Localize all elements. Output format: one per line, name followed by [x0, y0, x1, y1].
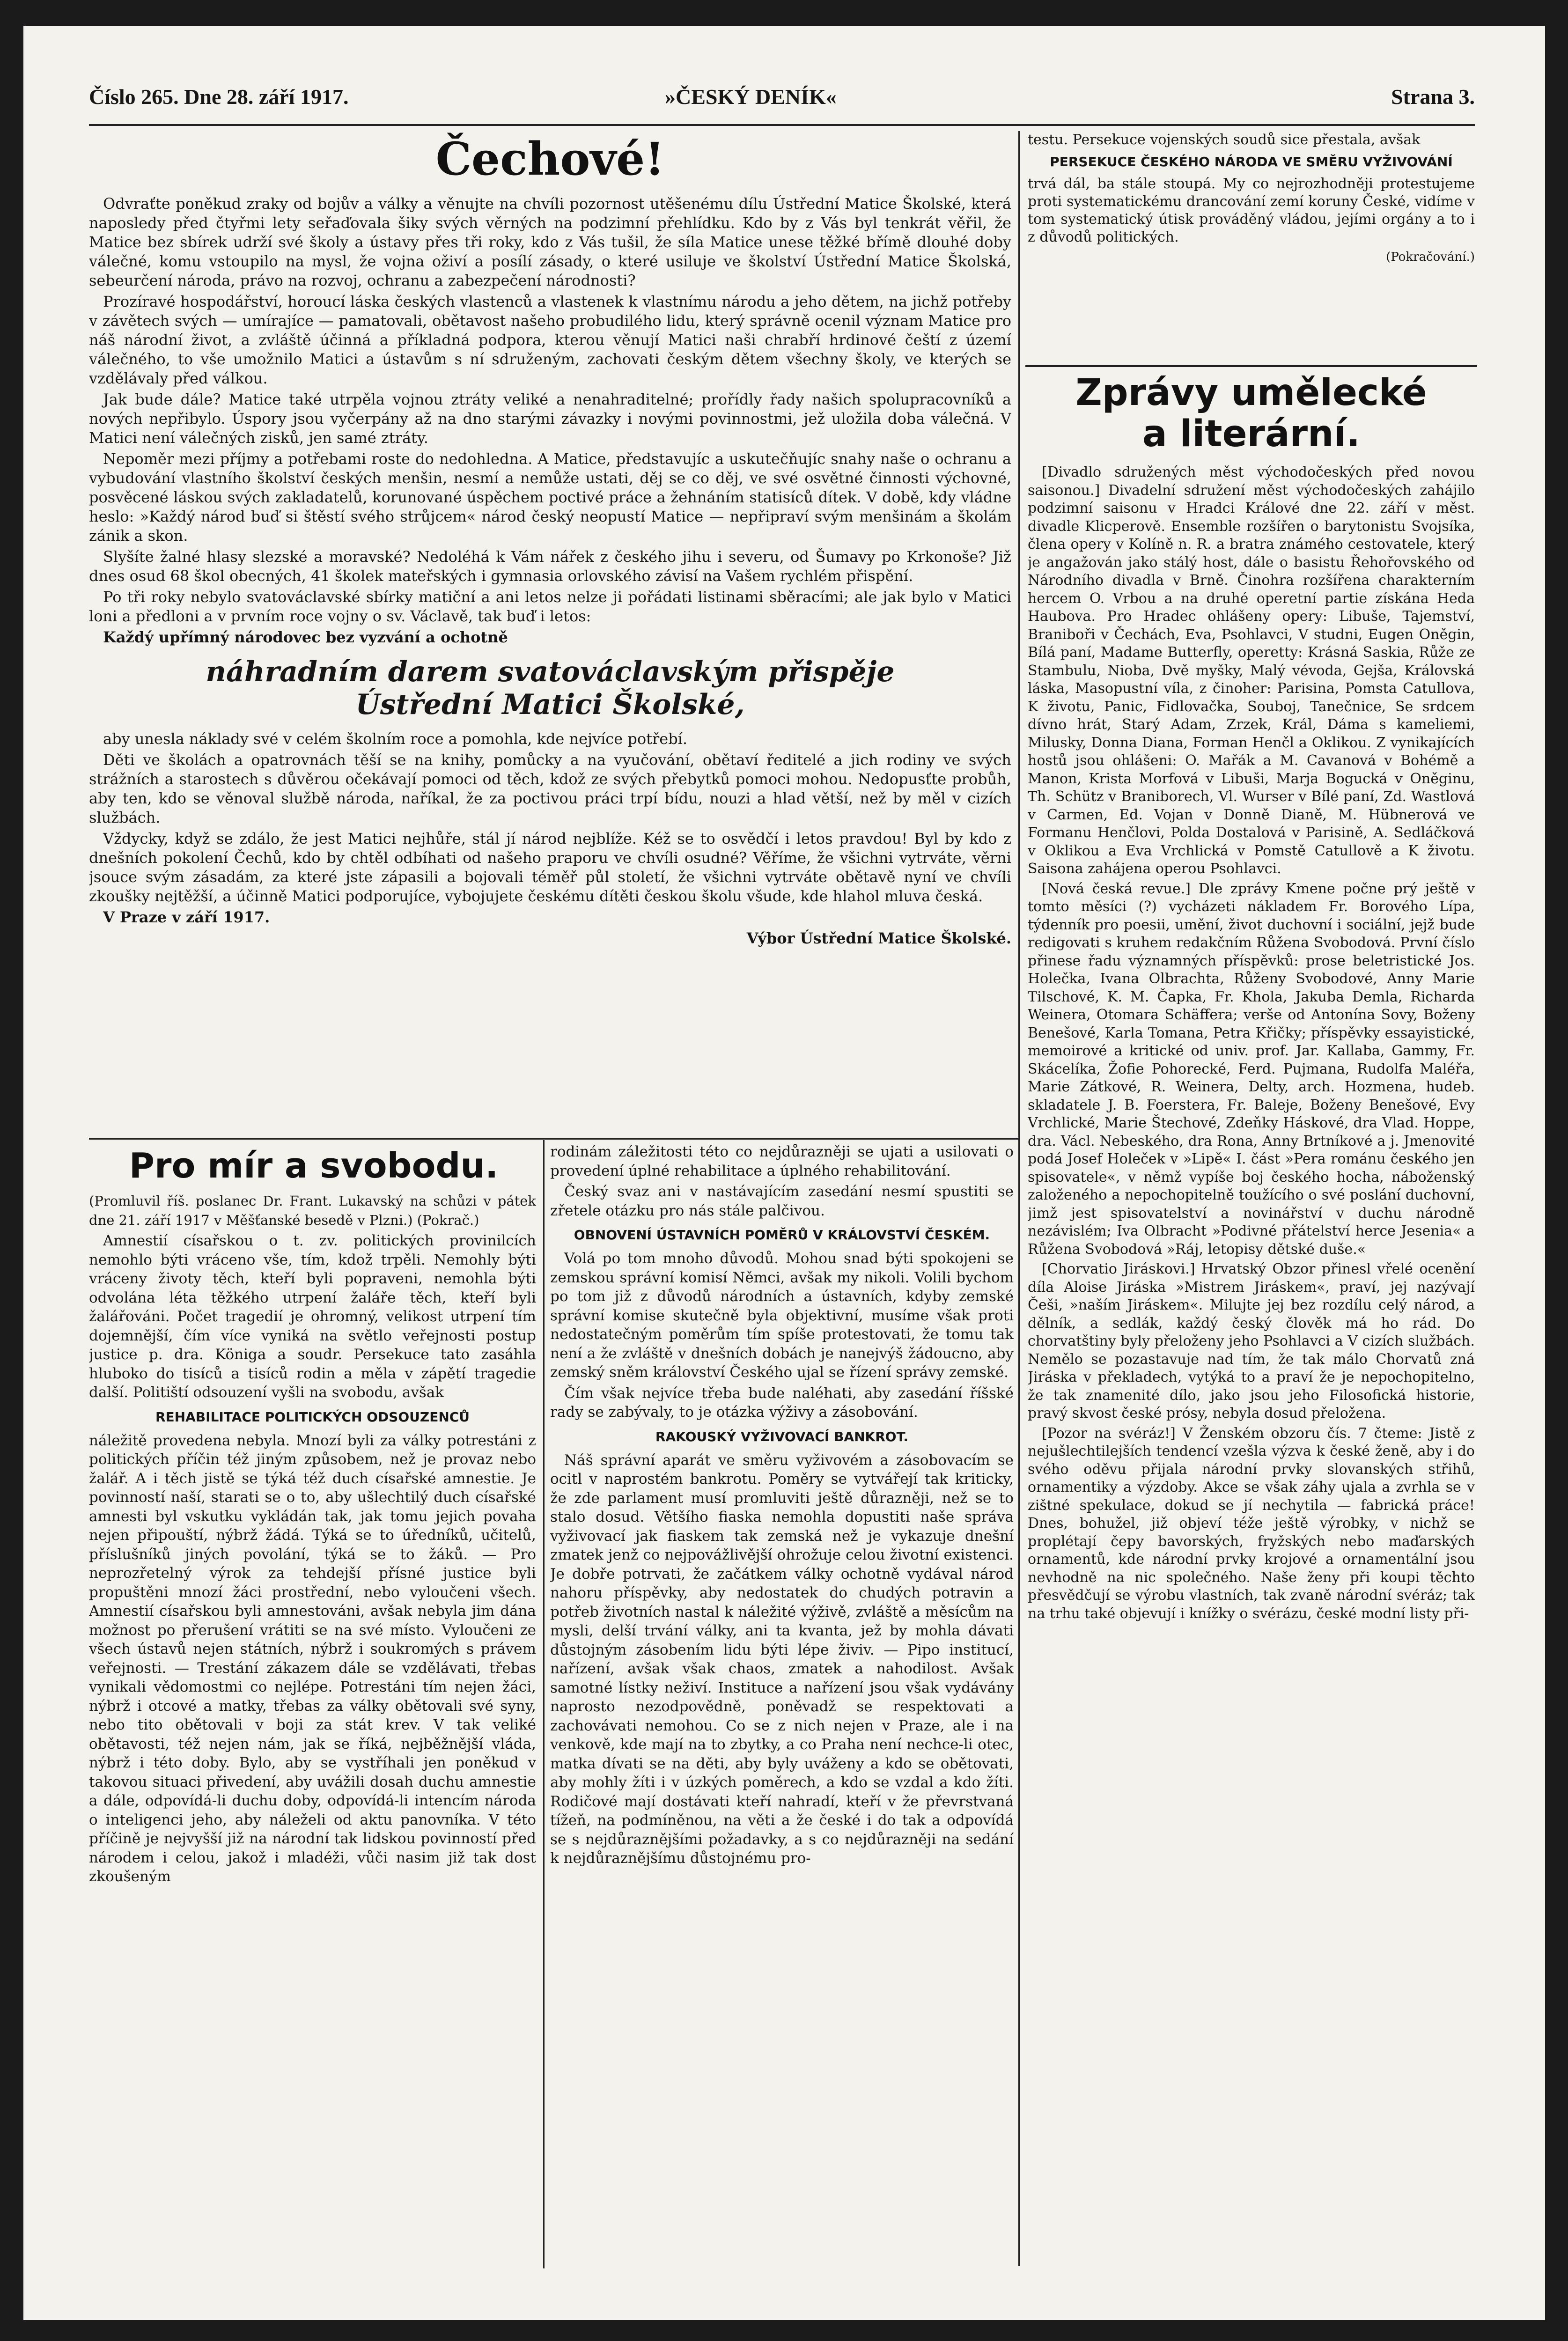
newspaper-name: »ČESKÝ DENÍK«	[665, 85, 837, 109]
main-article-paragraph: Slyšíte žalné hlasy slezské a moravské? Nedoléhá k Vám nářek z českého jihu i severu, od Šumavy po Krkonoše? Již dnes osud 68 škol obecných, 41 školek mateřských i gymnasia orlovského závisí na Vašem rychlém přispění.	[89, 548, 1011, 585]
middle-subhead: RAKOUSKÝ VYŽIVOVACÍ BANKROT.	[655, 1428, 909, 1444]
main-article-body	[89, 194, 1011, 1131]
arts-news-title	[1025, 372, 1477, 455]
peace-article-title: Pro mír a svobodu.	[129, 1146, 499, 1186]
arts-news-item: [Pozor na svéráz!] V Ženském obzoru čís. 7 čteme: Jistě z nejušlechtilejších tendencí vzešla výzva k české ženě, aby i do svého oděvu přijala národní prvky slovanských střihů, ornamentiky a výzdoby. Akce se však záhy ujala a zvrhla se v zištné spekulace, dokud se jí nechytila — fabrická práce! Dnes, bohužel, již objeví téže ještě výrobky, v nichž se proplétají čepy bavorských, fryžských nebo maďarských ornamentů, kde národní prvky krojové a ornamentální jsou nevhodně na nic společného. Naše ženy při koupi těchto přesvědčují se výrobu vlastních, tak zvaně národní svéráz; tak na trhu také objevují i knížky o svérázu, české modní listy při-	[1028, 1425, 1475, 1622]
peace-article-body	[89, 1192, 536, 2268]
middle-paragraph: Čím však nejvíce třeba bude naléhati, aby zasedání říšské rady se zabývaly, to je otázka výživy a zásobování.	[550, 1384, 1014, 1421]
right-top-paragraph: trvá dál, ba stále stoupá. My co nejrozhodněji protestujeme proti systematickému drancování zemí koruny České, vidíme v tom systematický útisk prováděný vládou, jejími orgány a to i z důvodů politických.	[1028, 176, 1475, 245]
middle-subhead: OBNOVENÍ ÚSTAVNÍCH POMĚRŮ V KRÁLOVSTVÍ ČESKÉM.	[574, 1227, 990, 1243]
main-article-appeal: Každý upřímný národovec bez vyzvání a ochotně	[103, 628, 508, 646]
middle-paragraph: Náš správní aparát ve směru vyživovém a zásobovacím se ocitl v naprostém bankrotu. Poměry se vytvářejí tak kriticky, že zde parlament musí promluviti ještě důrazněji, než se to stalo dosud. Většího fiaska nemohla dopustiti naše správa vyživovací jak fiaskem tak zemská než je vykazuje dnešní zmatek jenž co nejpovážlivější ohrožuje celou životní existenci. Je dobře potrvati, že začátkem války ochotně vydával národ nahoru příspěvky, aby nedostatek do chudých potravin a potřeb životních nastal k náležité výživě, zvláště a měsícům na mysli, delší trvání války, ani ta kvanta, jež by mohla dávati důstojným zásobením lidu býti lépe živiv. — Pipo institucí, nařízení, avšak však chaos, zmatek a nahodilost. Avšak samotné lístky neživí. Instituce a nařízení jsou však vydávány naprosto nezodpovědně, poněvadž se respektovati a zachovávati nemohou. Co se z nich nejen v Praze, ale i na venkově, kde mají na to zbytky, a co Praha není nechce-li otec, matka dívati se na děti, aby byly uváženy a kdo se obětovati, aby mohly žíti i v úzkých poměrech, a kdo se vzdal a kdo žíti. Rodičové mají dostávati kteří nahradí, kteří v že převrstvaná tížeň, na podmíněnou, na věti a že české i do tak a odpovídá se s nejdůraznějšími požadavky, a s co nejdůrazněji na sedání k nejdůraznějšímu důstojnému pro-	[550, 1451, 1014, 1867]
main-article-paragraph: Vždycky, když se zdálo, že jest Matici nejhůře, stál jí národ nejblíže. Kéž se to osvědčí i letos pravdou! Byl by kdo z dnešních pokolení Čechů, kdo by chtěl odbíhati od našeho praporu ve chvíli osudné? Věříme, že všichni vytrváte, věrni jsouce svým zásadám, za které jste zápasili a bojovali téměř půl století, že všichni vytrváte obětavě nyní ve chvíli zkoušky nejtěžší, a účinně Matici podporujíce, vybojujete českému dítěti českou školu všude, kde hlahol mluva česká.	[89, 830, 1011, 905]
main-article-paragraph: Nepoměr mezi příjmy a potřebami roste do nedohledna. A Matice, představujíc a uskutečňujíc snahy naše o ochranu a vybudování vlastního školství českých menšin, nesmí a nemůže ustati, děj se co děj, ve své osvětné činnosti výchovné, posvěcené láskou svých zakladatelů, korunované úspěchem poctivé práce a žehnáním statisíců dítek. V době, kdy vládne heslo: »Každý národ buď si štěstí svého strůjcem« národ český neopustí Matice — nepřipraví svým menšinám a školám zánik a skon.	[89, 450, 1011, 545]
arts-news-title-line: Zprávy umělecké	[1075, 372, 1427, 414]
arts-news-item: [Divadlo sdružených měst východočeských před novou saisonou.] Divadelní sdružení měst východočeských zahájilo podzimní saisonu v Hradci Králové dne 22. září v měst. divadle Klicperově. Ensemble rozšířen o barytonistu Svojsíka, člena opery v Kolíně n. R. a bratra známého cestovatele, který je angažován jako stálý host, dále o basistu Řehořovského od Národního divadla v Brně. Činohra rozšířena charakterním hercem O. Vrbou a na druhé operetní partie získána Heda Haubova. Pro Hradec ohlášeny opery: Libuše, Tajemství, Braniboři v Čechách, Eva, Psohlavci, V studni, Eugen Oněgin, Bílá paní, Madame Butterfly, operetty: Krásná Saskia, Růže ze Stambulu, Nioba, Dvě myšky, Malý vévoda, Gejša, Královská láska, Masopustní víla, z činoher: Parisina, Pomsta Catullova, K životu, Panic, Fidlovačka, Souboj, Tanečnice, Se srdcem dívno hrát, Starý Adam, Zrzek, Král, Dáma s kameliemi, Milusky, Donna Diana, Forman Henčl a Oklikou. Z vynikajících hostů jsou ohlášeni: O. Mařák a M. Cavanová v Bohémě a Manon, Krista Morfová v Libuši, Marja Bogucká v Oněginu, Th. Schütz v Braniborech, Vl. Wurser v Bílé paní, Zd. Wastlová v Carmen, Ed. Vojan v Donně Dianě, M. Hübnerová ve Formanu Henčlovi, Polda Dostalová v Parisině, A. Sedláčková v Oklikou a Eva Vrchlická v Pomstě Catullově a K životu. Saisona zahájena operou Psohlavci.	[1028, 464, 1475, 877]
section-rule	[89, 1138, 1018, 1140]
signature: Výbor Ústřední Matice Školské.	[746, 929, 1011, 947]
main-article-highlight: náhradním darem svatováclavským přispěje Ústřední Matici Školské,	[206, 655, 895, 721]
arts-news-body	[1028, 464, 1475, 2266]
column-rule	[1018, 131, 1020, 2266]
arts-news-title-line: a literární.	[1142, 413, 1360, 455]
page-header	[89, 84, 1475, 126]
peace-article-paragraph: Amnestií císařskou o t. zv. politických provinilcích nemohlo býti vráceno vše, tím, kdož trpěli. Nemohly býti vráceny životy těch, kteří byli popraveni, nemohla býti odvolána léta těžkého utrpení žaláře těch, kteří byli žalářováni. Počet tragedií je ohromný, velikost utrpení tím dojemnější, čím více vyniká na světlo veřejnosti postup justice p. dra. Königa a soudr. Persekuce tato zasáhla hluboko do tisíců a tisíců rodin a měla v zápětí tragedie další. Politiští odsouzení vyšli na svobodu, avšak	[89, 1232, 536, 1401]
right-top-paragraph: testu. Persekuce vojenských soudů sice přestala, avšak	[1028, 132, 1421, 148]
middle-paragraph: Český svaz ani v nastávajícím zasedání nesmí spustiti se zřetele otázku pro nás stále palčivou.	[550, 1183, 1014, 1219]
column-rule	[543, 1140, 545, 2268]
main-article-title: Čechové!	[435, 133, 665, 185]
main-article-paragraph: Jak bude dále? Matice také utrpěla vojnou ztráty veliké a nenahraditelné; prořídly řady našich spolupracovníků a nových nepřibylo. Úspory jsou vyčerpány až na dno starými závazky i novými povinnostmi, jež uložila doba válečná. V Matici není válečných zisků, jen samé ztráty.	[89, 390, 1011, 447]
right-top-block	[1028, 131, 1475, 365]
arts-news-item: [Chorvatio Jiráskovi.] Hrvatský Obzor přinesl vřelé ocenění díla Aloise Jiráska »Mistrem Jiráskem«, praví, jej nazývají Češi, »naším Jiráskem«. Milujte jej bez rozdílu celý národ, a dělník, a sedlák, každý český člověk má ho rád. Do chorvatštiny byly přeloženy jeho Psohlavci a V cizích službách. Nemělo se pozastavuje nad tím, že tak málo Chorvatů zná Jiráska v překladech, vytýká to a praví že je nepochopitelno, že tak znamenité dílo, jako jsou jeho Filosofická historie, pravý skvost české prósy, nebyla dosud přeložena.	[1028, 1261, 1475, 1421]
peace-article-subhead: REHABILITACE POLITICKÝCH ODSOUZENCŮ	[155, 1409, 470, 1425]
middle-paragraph: Volá po tom mnoho důvodů. Mohou snad býti spokojeni se zemskou správní komisí Němci, avšak my nikoli. Volili bychom po tom již z důvodů národních a ústavních, kdyby zemské správní komise skutečně byla objektivní, musíme však proti nedostatečným poměrům tím spíše protestovati, že tomu tak není a že zvláště v dnešních dobách je nanejvýš žádoucno, aby zemský sněm království Českého ujal se řízení správy zemské.	[550, 1250, 1014, 1381]
peace-article-intro: (Promluvil říš. poslanec Dr. Frant. Lukavský na schůzi v pátek dne 21. září 1917 v Měšťanské besedě v Plzni.) (Pokrač.)	[89, 1193, 536, 1228]
dateline: V Praze v září 1917.	[103, 908, 270, 926]
main-article-paragraph: Po tři roky nebylo svatováclavské sbírky matiční a ani letos nelze ji pořádati listinami sběracími; ale jak bylo v Matici loni a předloni a v prvním roce vojny o sv. Václavě, tak buď i letos:	[89, 588, 1011, 625]
newspaper-page	[23, 26, 1545, 2320]
section-rule	[1025, 365, 1477, 367]
continued-note: (Pokračování.)	[1386, 250, 1475, 264]
page-number: Strana 3.	[1391, 85, 1475, 109]
main-article-paragraph: Děti ve školách a opatrovnách těší se na knihy, pomůcky a na vyučování, obětaví ředitelé a jich rodiny ve svých strážních a starostech s důvěrou očekávají pomoci od těch, kdož ze svých přebytků pomoci mohou. Nedopusťte probůh, aby ten, kdo se věnoval službě národa, naříkal, že za poctivou práci trpí bídu, nouzi a hlad větší, než by měl v cizích službách.	[89, 751, 1011, 826]
issue-info: Číslo 265. Dne 28. září 1917.	[89, 85, 349, 109]
middle-bottom-column	[550, 1142, 1014, 2268]
main-article-paragraph: Prozíravé hospodářství, horoucí láska českých vlastenců a vlastenek k vlastnímu národu a jeho dětem, na jichž potřeby v závětech svých — umírajíce — pamatovali, obětavost našeho probudilého lidu, který správně ocenil význam Matice pro náš národní život, a zvláště účinná a příkladná podpora, kterou věnují Matici naši chrabří hrdinové čeští z území válečného, to vše umožnilo Matici a ústavům s ní sdruženým, zachovati českým dětem všechny školy, ve kterých se vzdělávaly před válkou.	[89, 293, 1011, 387]
middle-paragraph: rodinám záležitosti této co nejdůrazněji se ujati a usilovati o provedení úplné rehabilitace a úplného rehabilitování.	[550, 1143, 1014, 1179]
arts-news-item: [Nová česká revue.] Dle zprávy Kmene počne prý ještě v tomto měsíci (?) vycházeti nákladem Fr. Borového Lípa, týdenník pro poesii, umění, život duchovní i sociální, jejž bude redigovati s kruhem redakčním Růžena Svobodová. První číslo přinese řadu významných příspěvků: prose beletristické Jos. Holečka, Ivana Olbrachta, Růženy Svobodové, Anny Marie Tilschové, K. M. Čapka, Fr. Khola, Jakuba Demla, Richarda Weinera, Otomara Schäffera; verše od Antonína Sovy, Boženy Benešové, Karla Tomana, Petra Křičky; příspěvky essayistické, memoirové a kritické od univ. prof. Jar. Kallaba, Gammy, Fr. Skácelíka, Žofie Pohorecké, Ferd. Pujmana, Rudolfa Maléřa, Marie Zátkové, R. Weinera, Delty, arch. Hozmena, hudeb. skladatele J. B. Foerstera, Fr. Baleje, Boženy Benešové, Evy Vrchlické, Marie Štechové, Zdeňky Háskové, dra Vlad. Hoppe, dra. Václ. Nebeského, dra Rona, Anny Brtníkové a j. Jmenovité podá Josef Holeček v »Lipě« I. část »Pera románu českého jen spisovatele«, v němž vypíše boj českého hocha, náboženský založeného a nepochopitelně toužícího o své poslání duchovní, jimž jest spisovatelství a novinářství v duchu národně nezávislém; Iva Olbracht »Podivné přátelství herce Jesenia« a Růžena Svobodová »Ráj, letopisy dětské duše.«	[1028, 880, 1475, 1258]
main-article-paragraph: aby unesla náklady své v celém školním roce a pomohla, kde nejvíce potřebí.	[103, 730, 688, 748]
peace-article-paragraph: náležitě provedena nebyla. Mnozí byli za války potrestáni z politických příčin též jiným způsobem, než je provaz nebo žalář. A i těch jistě se týká též duch císařské amnestie. Je povinností naší, starati se o to, aby ušlechtilý duch císařské amnesti byl vskutku vykládán tak, jak tomu jejich povaha nejen připouští, nýbrž žádá. Týká se to úředníků, učitelů, příslušníků jiných povolání, týká se to žáků. — Pro neprozřetelný výrok za tehdejší přísné justice byli propuštěni mnozí žáci prostřední, nebo vyloučeni všech. Amnestií císařskou byli amnestováni, avšak nebyla jim dána možnost po přerušení vrátiti se na své místo. Vyloučeni ze všech ústavů nejen státních, nýbrž i soukromých s právem veřejnosti. — Trestání zákazem dále se vzdělávati, třebas vynikali vědomostmi co nejlépe. Potrestáni tím nejen žáci, nýbrž i otcové a matky, třebas za války obětovali své syny, nebo tito obětovali v boji za stát krev. V tak veliké obětavosti, též nejen nám, jak se říká, nejběžnější vláda, nýbrž i této doby. Bylo, aby se vystříhali jen poněkud v takovou situaci přivedení, aby uvážili dosah duchu amnestie a dále, odpovídá-li duchu doby, odpovídá-li intencím národa o inteligenci jeho, aby náleželi od aktu panovníka. V této příčině je nejvyšší již na národní tak lidskou povinností před národem i celou, jakož i mladéži, vůči nasim již tak dost zkoušeným	[89, 1432, 536, 1885]
header-rule	[89, 124, 1475, 126]
right-top-subhead: PERSEKUCE ČESKÉHO NÁRODA VE SMĚRU VYŽIVOVÁNÍ	[1050, 154, 1453, 169]
main-article-paragraph: Odvraťte poněkud zraky od bojův a války a věnujte na chvíli pozornost utěšenému dílu Ústřední Matice Školské, která naposledy před čtyřmi lety seřaďovala šiky svých věrných na podzimní přehlídku. Kdo by z Vás byl tenkrát věřil, že Matice bez sbírek udrží své školy a ústavy přes tři roky, kdo z Vás tušil, že síla Matice unese těžké břímě dlouhé doby válečné, komu vstoupilo na mysl, že vojna oživí a posílí zásady, o které usiluje ve školství Ústřední Matice Školská, sebeurčení národa, právo na rozvoj, ochranu a zabezpečení národnosti?	[89, 195, 1011, 289]
